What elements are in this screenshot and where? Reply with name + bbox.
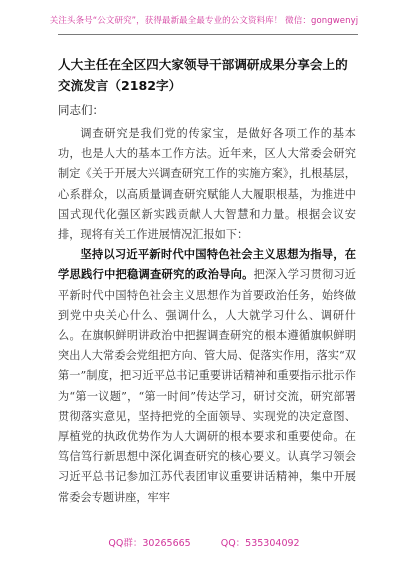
paragraph-section-one xyxy=(58,245,356,508)
paragraph-intro: 调查研究是我们党的传家宝，是做好各项工作的基本功，也是人大的基本工作方法。近年来，区人大常委会研究制定《关于开展大兴调查研究工作的实施方案》，扎根基层，心系群众，以高质量调查研究赋能人大履职根基，为推进中国式现代化强区新实践贡献人大智慧和力量。根据会议安排，现将有关工作进展情况汇报如下： xyxy=(58,127,356,242)
footer-qq-group: QQ群：30265665 xyxy=(108,538,191,549)
section-body: 把深入学习贯彻习近平新时代中国特色社会主义思想作为首要政治任务，始终做到党中央关心什么、强调什么，人大就学习什么、调研什么。在旗帜鲜明讲政治中把握调查研究的根本遵循旗帜鲜明突出人大常委会党组把方向、管大局、促落实作用，落实“双第一”制度，把习近平总书记重要讲话精神和重要指示批示作为“第一议题”，“第一时间”传达学习，研讨交流，研究部署贯彻落实意见，坚持把党的全面领导、实现党的决定意图、厚植党的执政优势作为人大调研的根本要求和重要使命。在笃信笃行新思想中深化调查研究的核心要义。认真学习领会习近平总书记参加江苏代表团审议重要讲话精神，集中开展常委会专题讲座，牢牢 xyxy=(58,268,356,504)
document-body xyxy=(58,124,356,508)
header-divider xyxy=(58,34,358,35)
header-banner: 关注头条号“公文研究”，获得最新最全最专业的公文资料库！ 微信：gongwenyj xyxy=(49,16,359,26)
section-heading: 坚持以习近平新时代中国特色社会主义思想为指导，在学思践行中把稳调查研究的政治导向。 xyxy=(58,248,356,282)
footer-contact xyxy=(0,535,408,549)
footer-qq: QQ：535304092 xyxy=(220,538,300,549)
salutation: 同志们： xyxy=(58,103,104,117)
document-title: 人大主任在全区四大家领导干部调研成果分享会上的交流发言（2182字） xyxy=(58,57,348,93)
